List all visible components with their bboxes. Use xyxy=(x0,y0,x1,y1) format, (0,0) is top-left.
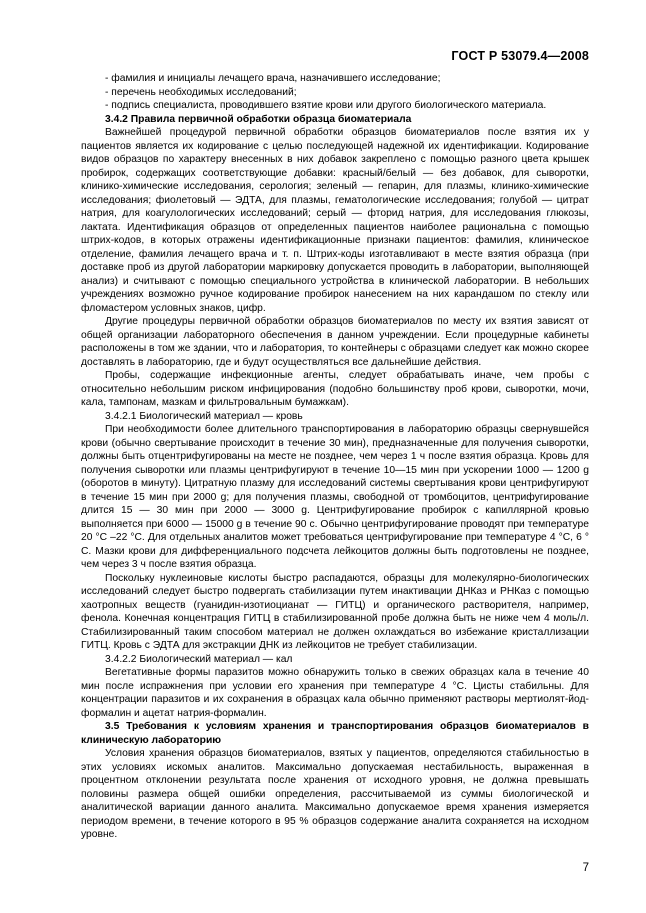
paragraph: Важнейшей процедурой первичной обработки образцов биоматериалов после взятия их у пациентов является их кодирование с целью последующей надежной их идентификации. Кодирование видов образцов по характеру внесенных в них добавок закреплено с помощью разного цвета крышек пробирок, содержащих соответствующие добавки: красный/белый — без добавок, для сыворотки, клинико-химические исследования, серология; зеленый — гепарин, для плазмы, клинико-химические исследования; фиолетовый — ЭДТА, для плазмы, гематологические исследования; голубой — цитрат натрия, для коагулологических исследований; серый — фторид натрия, для исследования глюкозы, лактата. Идентификация образцов от определенных пациентов наиболее рациональна с помощью штрих-кодов, в которых отражены идентификационные признаки пациентов: фамилия, клиническое отделение, фамилия лечащего врача и т. п. Штрих-коды изготавливают в месте взятия образца (при доставке проб из другой лаборатории маркировку допускается проводить в лаборатории, выполняющей анализ) и считывают с помощью специального устройства в клинической лаборатории. В небольших учреждениях возможно ручное кодирование пробирок нанесением на них карандашом по стеклу или фломастером условных знаков, цифр. xyxy=(81,127,589,314)
section-heading-3-5: 3.5 Требования к условиям хранения и транспортирования образцов биоматериалов в клиническую лабораторию xyxy=(81,721,589,746)
standard-header: ГОСТ Р 53079.4—2008 xyxy=(451,49,589,63)
list-item: - подпись специалиста, проводившего взятие крови или другого биологического материала. xyxy=(105,100,547,111)
paragraph: Пробы, содержащие инфекционные агенты, следует обрабатывать иначе, чем пробы с относительно небольшим риском инфицирования (подобно большинству проб крови, сыворотки, мочи, кала, тампонам, мазкам и фильтровальным бумажкам). xyxy=(81,370,589,408)
paragraph: Другие процедуры первичной обработки образцов биоматериалов по месту их взятия зависят от общей организации лабораторного обеспечения в данном учреждении. Если процедурные кабинеты расположены в том же здании, что и лаборатория, то контейнеры с образцами следует как можно скорее доставлять в лабораторию, где и будут осуществляться все дальнейшие действия. xyxy=(81,316,589,368)
list-item: - фамилия и инициалы лечащего врача, назначившего исследование; xyxy=(105,73,441,84)
paragraph: Вегетативные формы паразитов можно обнаружить только в свежих образцах кала в течение 40 мин после испражнения при условии его хранения при температуре 4 °С. Цисты стабильны. Для концентрации паразитов и их сохранения в образцах кала обычно применяют растворы мертиолят-йод-формалин и ацетат натрия-формалин. xyxy=(81,667,589,719)
section-heading-3-4-2: 3.4.2 Правила первичной обработки образца биоматериала xyxy=(105,113,412,125)
paragraph: Условия хранения образцов биоматериалов, взятых у пациентов, определяются стабильностью в этих условиях искомых аналитов. Максимально допускаемая нестабильность, выраженная в процентном отклонении результата после хранения от исходного уровня, не должна превышать половины размера общей ошибки определения, рассчитываемой из суммы биологической и аналитической вариации данного аналита. Максимально допускаемое время хранения измеряется периодом времени, в течение которого в 95 % образцов содержание аналита сохраняется на исходном уровне. xyxy=(81,748,589,840)
section-heading-3-4-2-2: 3.4.2.2 Биологический материал — кал xyxy=(105,653,293,665)
section-heading-3-4-2-1: 3.4.2.1 Биологический материал — кровь xyxy=(105,410,303,422)
document-body xyxy=(81,72,589,842)
list-item: - перечень необходимых исследований; xyxy=(105,86,297,98)
paragraph: Поскольку нуклеиновые кислоты быстро распадаются, образцы для молекулярно-биологических исследований следует быстро подвергать стабилизации путем инактивации ДНКаз и РНКаз с помощью хаотропных веществ (гуанидин-изотиоцианат — ГИТЦ) и органического растворителя, например, фенола. Конечная концентрация ГИТЦ в стабилизированной пробе должна быть не ниже чем 4 моль/л. Стабилизированный таким способом материал не должен охлаждаться во избежание кристаллизации ГИТЦ. Кровь с ЭДТА для экстракции ДНК из лейкоцитов не требует стабилизации. xyxy=(81,572,589,651)
page-number: 7 xyxy=(582,862,589,874)
paragraph: При необходимости более длительного транспортирования в лабораторию образцы свернувшейся крови (обычно свертывание происходит в течение 30 мин), предназначенные для получения сыворотки, должны быть отцентрифугированы на месте не позднее, чем через 1 ч после взятия образца. Кровь для получения сыворотки или плазмы центрифугируют в течение 10—15 мин при ускорении 1000 — 1200 g (оборотов в минуту). Цитратную плазму для исследований системы свертывания крови центрифугируют в течение 15 мин при 2000 g; для получения плазмы, свободной от тромбоцитов, центрифугирование длится 15 — 30 мин при 2000 — 3000 g. Центрифугирование пробирок с капиллярной кровью выполняется при 6000 — 15000 g в течение 90 с. Обычно центрифугирование проводят при температуре 20 °С –22 °С. Для отдельных аналитов может требоваться центрифугирование при температуре 4 °С, 6 ° С. Мазки крови для дифференциального подсчета лейкоцитов должны быть подготовлены не позднее, чем через 3 ч после взятия образца. xyxy=(81,424,589,570)
